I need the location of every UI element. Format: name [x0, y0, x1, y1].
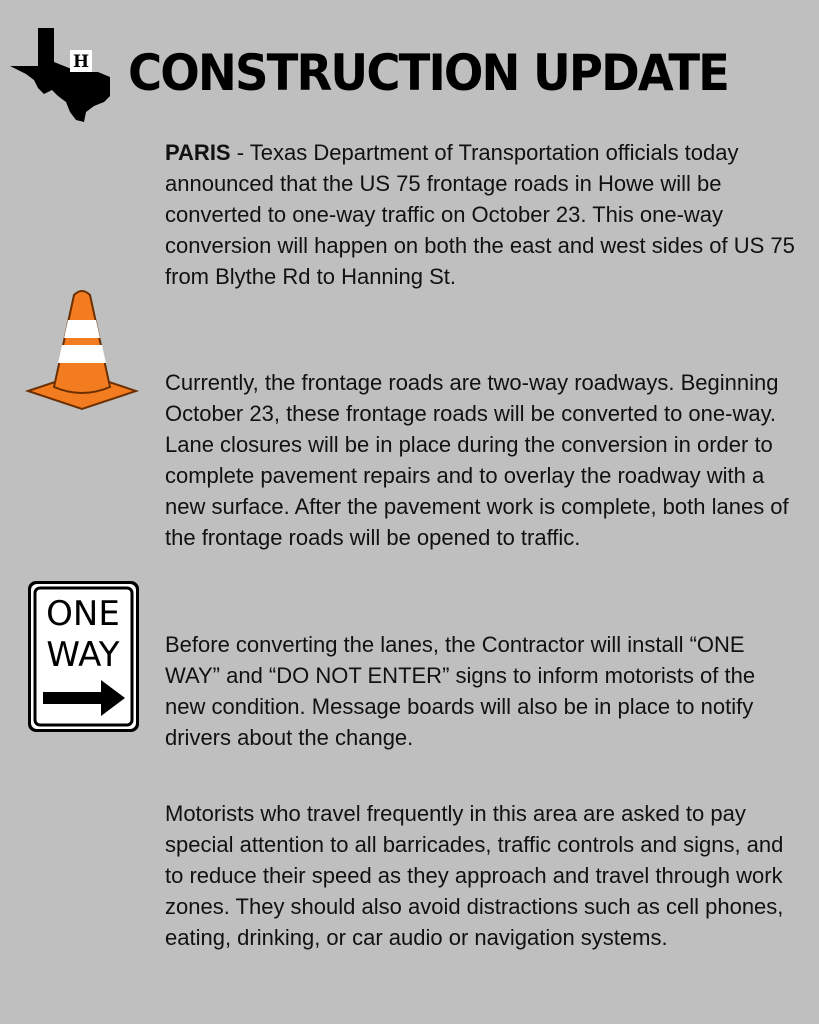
traffic-cone-icon [22, 287, 142, 411]
article-paragraph-3: Before converting the lanes, the Contractor will install “ONE WAY” and “DO NOT ENTER” signs to inform motorists of the new condition. Message boards will also be in place to notify drivers about the change. [165, 632, 756, 750]
article-paragraph-4: Motorists who travel frequently in this area are asked to pay special attention to all barricades, traffic controls and signs, and to reduce their speed as they approach and travel through work zones. They should also avoid distractions such as cell phones, eating, drinking, or car audio or navigation systems. [165, 801, 784, 950]
header [0, 0, 819, 130]
texas-state-icon [8, 22, 118, 124]
dateline: PARIS [165, 140, 231, 165]
sign-line-way: WAY [46, 635, 120, 675]
article-paragraph-1 [165, 137, 795, 292]
logo-letter: H [72, 52, 90, 72]
one-way-sign-icon [27, 580, 140, 733]
paragraph-1-text: - Texas Department of Transportation officials today announced that the US 75 frontage roads in Howe will be converted to one-way traffic on October 23. This one-way conversion will happen on both the east and west sides of US 75 from Blythe Rd to Hanning St. [165, 140, 795, 289]
sign-line-one: ONE [46, 594, 120, 634]
page-title: CONSTRUCTION UPDATE [128, 44, 729, 102]
article-paragraph-2: Currently, the frontage roads are two-way roadways. Beginning October 23, these frontage roads will be converted to one-way. Lane closures will be in place during the conversion in order to complete pavement repairs and to overlay the roadway with a new surface. After the pavement work is complete, both lanes of the frontage roads will be opened to traffic. [165, 370, 789, 550]
